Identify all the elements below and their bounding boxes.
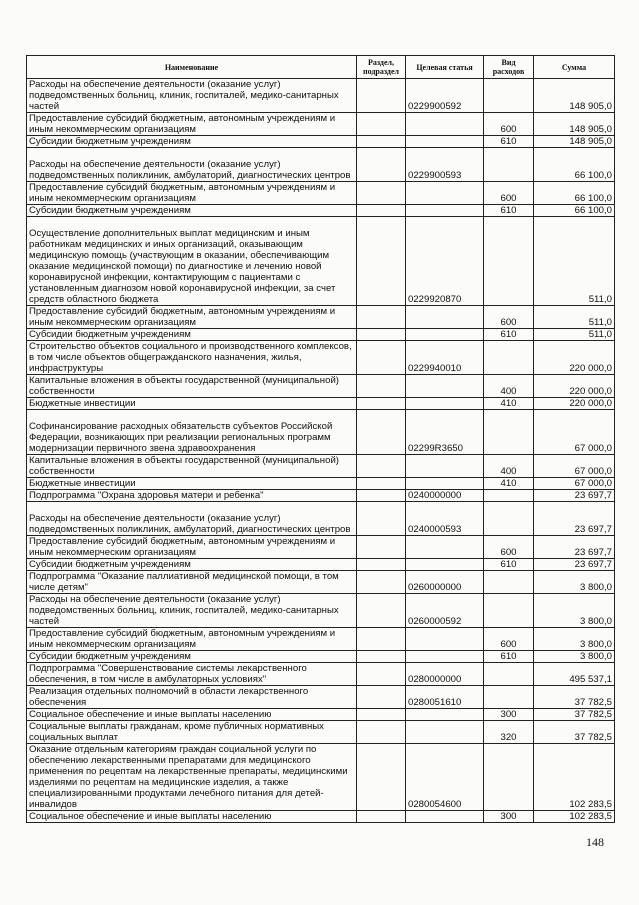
table-row (27, 490, 615, 502)
row-kind-cell: 320 (484, 721, 534, 744)
row-section-cell (357, 329, 406, 341)
table-row (27, 375, 615, 398)
table-row (27, 79, 615, 113)
row-name-cell: Оказание отдельным категориям граждан социальной услуги по обеспечению лекарственными препаратами для медицинского применения по рецептам на лекарственные препараты, медицинскими изделиями по рецептам на медицинские изделия, а также специализированными продуктами лечебного питания для детей-инвалидов (27, 744, 357, 811)
row-kind-cell (484, 571, 534, 594)
row-kind-cell: 600 (484, 628, 534, 651)
row-section-cell (357, 663, 406, 686)
row-target-cell (406, 398, 484, 410)
row-kind-cell: 600 (484, 536, 534, 559)
table-row (27, 455, 615, 478)
row-sum-cell: 511,0 (534, 306, 615, 329)
row-sum-cell: 37 782,5 (534, 709, 615, 721)
row-section-cell (357, 490, 406, 502)
row-target-cell (406, 811, 484, 823)
row-section-cell (357, 341, 406, 375)
row-sum-cell: 220 000,0 (534, 341, 615, 375)
table-row (27, 559, 615, 571)
row-sum-cell: 511,0 (534, 217, 615, 306)
row-target-cell (406, 721, 484, 744)
row-kind-cell: 610 (484, 651, 534, 663)
row-section-cell (357, 182, 406, 205)
row-sum-cell: 37 782,5 (534, 721, 615, 744)
row-kind-cell: 410 (484, 398, 534, 410)
row-sum-cell: 102 283,5 (534, 811, 615, 823)
table-row (27, 148, 615, 182)
row-section-cell (357, 478, 406, 490)
row-name-cell: Подпрограмма "Оказание паллиативной медицинской помощи, в том числе детям" (27, 571, 357, 594)
row-name-cell: Подпрограмма "Совершенствование системы лекарственного обеспечения, в том числе в амбулаторных условиях" (27, 663, 357, 686)
row-sum-cell: 102 283,5 (534, 744, 615, 811)
row-sum-cell: 66 100,0 (534, 182, 615, 205)
row-target-cell (406, 329, 484, 341)
row-kind-cell (484, 341, 534, 375)
row-target-cell (406, 205, 484, 217)
row-section-cell (357, 217, 406, 306)
row-section-cell (357, 651, 406, 663)
row-sum-cell: 67 000,0 (534, 478, 615, 490)
row-name-cell: Субсидии бюджетным учреждениям (27, 205, 357, 217)
row-section-cell (357, 502, 406, 536)
row-name-cell: Капитальные вложения в объекты государственной (муниципальной) собственности (27, 455, 357, 478)
row-sum-cell: 148 905,0 (534, 136, 615, 148)
row-kind-cell: 410 (484, 478, 534, 490)
row-sum-cell: 23 697,7 (534, 536, 615, 559)
row-kind-cell: 600 (484, 182, 534, 205)
row-target-cell (406, 113, 484, 136)
row-sum-cell: 220 000,0 (534, 398, 615, 410)
row-name-cell: Социальное обеспечение и иные выплаты населению (27, 811, 357, 823)
table-row (27, 205, 615, 217)
row-target-cell: 0229940010 (406, 341, 484, 375)
table-row (27, 628, 615, 651)
row-kind-cell: 600 (484, 113, 534, 136)
table-row (27, 113, 615, 136)
row-section-cell (357, 811, 406, 823)
row-name-cell: Осуществление дополнительных выплат медицинским и иным работникам медицинских и иных организаций, оказывающим медицинскую помощь (участвующим в оказании, обеспечивающим оказание медицинской помощи) по диагностике и лечению новой коронавирусной инфекции, контактирующим с пациентами с установленным диагнозом новой коронавирусной инфекции, за счет средств областного бюджета (27, 217, 357, 306)
row-sum-cell: 66 100,0 (534, 148, 615, 182)
budget-table (26, 55, 615, 823)
row-target-cell (406, 559, 484, 571)
row-section-cell (357, 628, 406, 651)
row-target-cell: 0240000000 (406, 490, 484, 502)
row-name-cell: Социальное обеспечение и иные выплаты населению (27, 709, 357, 721)
table-row (27, 329, 615, 341)
row-name-cell: Расходы на обеспечение деятельности (оказание услуг) подведомственных больниц, клиник, госпиталей, медико-санитарных частей (27, 79, 357, 113)
row-name-cell: Строительство объектов социального и производственного комплексов, в том числе объектов общегражданского назначения, жилья, инфраструктуры (27, 341, 357, 375)
row-section-cell (357, 536, 406, 559)
row-target-cell: 0229920870 (406, 217, 484, 306)
row-section-cell (357, 559, 406, 571)
row-target-cell: 0229900592 (406, 79, 484, 113)
row-name-cell: Софинансирование расходных обязательств субъектов Российской Федерации, возникающих при реализации региональных программ модернизации первичного звена здравоохранения (27, 410, 357, 455)
table-row (27, 502, 615, 536)
row-sum-cell: 220 000,0 (534, 375, 615, 398)
header-section: Раздел, подраздел (357, 56, 406, 79)
row-kind-cell: 400 (484, 375, 534, 398)
row-name-cell: Предоставление субсидий бюджетным, автономным учреждениям и иным некоммерческим организациям (27, 182, 357, 205)
row-sum-cell: 67 000,0 (534, 410, 615, 455)
row-section-cell (357, 205, 406, 217)
row-section-cell (357, 410, 406, 455)
row-sum-cell: 3 800,0 (534, 651, 615, 663)
row-target-cell (406, 182, 484, 205)
row-name-cell: Бюджетные инвестиции (27, 398, 357, 410)
row-kind-cell (484, 79, 534, 113)
row-section-cell (357, 79, 406, 113)
table-row (27, 721, 615, 744)
page-number: 148 (586, 835, 604, 849)
row-target-cell: 0229900593 (406, 148, 484, 182)
row-target-cell (406, 709, 484, 721)
row-kind-cell: 610 (484, 559, 534, 571)
row-target-cell: 0260000000 (406, 571, 484, 594)
row-sum-cell: 67 000,0 (534, 455, 615, 478)
row-sum-cell: 66 100,0 (534, 205, 615, 217)
row-name-cell: Капитальные вложения в объекты государственной (муниципальной) собственности (27, 375, 357, 398)
row-section-cell (357, 136, 406, 148)
row-section-cell (357, 306, 406, 329)
row-section-cell (357, 375, 406, 398)
row-sum-cell: 148 905,0 (534, 79, 615, 113)
row-sum-cell: 23 697,7 (534, 559, 615, 571)
row-kind-cell (484, 217, 534, 306)
row-sum-cell: 23 697,7 (534, 490, 615, 502)
row-target-cell: 0240000593 (406, 502, 484, 536)
row-section-cell (357, 594, 406, 628)
table-row (27, 663, 615, 686)
table-row (27, 744, 615, 811)
row-sum-cell: 23 697,7 (534, 502, 615, 536)
row-kind-cell (484, 148, 534, 182)
row-section-cell (357, 148, 406, 182)
table-row (27, 478, 615, 490)
row-name-cell: Субсидии бюджетным учреждениям (27, 559, 357, 571)
row-kind-cell: 400 (484, 455, 534, 478)
table-row (27, 594, 615, 628)
row-target-cell: 02299R3650 (406, 410, 484, 455)
table-row (27, 182, 615, 205)
row-kind-cell (484, 594, 534, 628)
row-name-cell: Предоставление субсидий бюджетным, автономным учреждениям и иным некоммерческим организациям (27, 113, 357, 136)
row-name-cell: Бюджетные инвестиции (27, 478, 357, 490)
row-name-cell: Субсидии бюджетным учреждениям (27, 329, 357, 341)
row-kind-cell (484, 744, 534, 811)
table-row (27, 217, 615, 306)
row-kind-cell (484, 502, 534, 536)
row-target-cell (406, 478, 484, 490)
row-target-cell (406, 136, 484, 148)
row-sum-cell: 3 800,0 (534, 628, 615, 651)
table-row (27, 686, 615, 709)
row-target-cell (406, 628, 484, 651)
row-sum-cell: 3 800,0 (534, 571, 615, 594)
row-target-cell: 0260000592 (406, 594, 484, 628)
row-name-cell: Реализация отдельных полномочий в области лекарственного обеспечения (27, 686, 357, 709)
row-kind-cell: 300 (484, 709, 534, 721)
row-section-cell (357, 455, 406, 478)
row-name-cell: Расходы на обеспечение деятельности (оказание услуг) подведомственных больниц, клиник, госпиталей, медико-санитарных частей (27, 594, 357, 628)
row-name-cell: Подпрограмма "Охрана здоровья матери и ребенка" (27, 490, 357, 502)
row-kind-cell: 610 (484, 205, 534, 217)
header-kind: Вид расходов (484, 56, 534, 79)
table-row (27, 811, 615, 823)
row-kind-cell: 600 (484, 306, 534, 329)
row-target-cell: 0280051610 (406, 686, 484, 709)
row-name-cell: Социальные выплаты гражданам, кроме публичных нормативных социальных выплат (27, 721, 357, 744)
row-kind-cell (484, 686, 534, 709)
row-kind-cell (484, 410, 534, 455)
row-name-cell: Расходы на обеспечение деятельности (оказание услуг) подведомственных поликлиник, амбулаторий, диагностических центров (27, 148, 357, 182)
table-row (27, 536, 615, 559)
row-name-cell: Субсидии бюджетным учреждениям (27, 651, 357, 663)
row-section-cell (357, 709, 406, 721)
table-row (27, 571, 615, 594)
header-target: Целевая статья (406, 56, 484, 79)
table-row (27, 306, 615, 329)
row-sum-cell: 37 782,5 (534, 686, 615, 709)
table-header-row (27, 56, 615, 79)
row-section-cell (357, 686, 406, 709)
row-sum-cell: 511,0 (534, 329, 615, 341)
row-target-cell (406, 536, 484, 559)
row-target-cell (406, 306, 484, 329)
row-target-cell (406, 455, 484, 478)
row-sum-cell: 148 905,0 (534, 113, 615, 136)
row-target-cell (406, 375, 484, 398)
row-name-cell: Предоставление субсидий бюджетным, автономным учреждениям и иным некоммерческим организациям (27, 306, 357, 329)
row-kind-cell: 610 (484, 329, 534, 341)
table-row (27, 709, 615, 721)
row-target-cell: 0280054600 (406, 744, 484, 811)
row-name-cell: Предоставление субсидий бюджетным, автономным учреждениям и иным некоммерческим организациям (27, 628, 357, 651)
row-kind-cell: 300 (484, 811, 534, 823)
row-section-cell (357, 113, 406, 136)
row-section-cell (357, 744, 406, 811)
table-row (27, 136, 615, 148)
row-target-cell: 0280000000 (406, 663, 484, 686)
header-sum: Сумма (534, 56, 615, 79)
row-sum-cell: 3 800,0 (534, 594, 615, 628)
table-row (27, 410, 615, 455)
row-kind-cell: 610 (484, 136, 534, 148)
row-section-cell (357, 721, 406, 744)
table-row (27, 651, 615, 663)
row-name-cell: Предоставление субсидий бюджетным, автономным учреждениям и иным некоммерческим организациям (27, 536, 357, 559)
row-section-cell (357, 398, 406, 410)
header-name: Наименование (27, 56, 357, 79)
row-target-cell (406, 651, 484, 663)
row-section-cell (357, 571, 406, 594)
table-row (27, 398, 615, 410)
row-name-cell: Расходы на обеспечение деятельности (оказание услуг) подведомственных поликлиник, амбулаторий, диагностических центров (27, 502, 357, 536)
row-kind-cell (484, 490, 534, 502)
row-kind-cell (484, 663, 534, 686)
row-name-cell: Субсидии бюджетным учреждениям (27, 136, 357, 148)
table-body (27, 79, 615, 823)
table-row (27, 341, 615, 375)
row-sum-cell: 495 537,1 (534, 663, 615, 686)
